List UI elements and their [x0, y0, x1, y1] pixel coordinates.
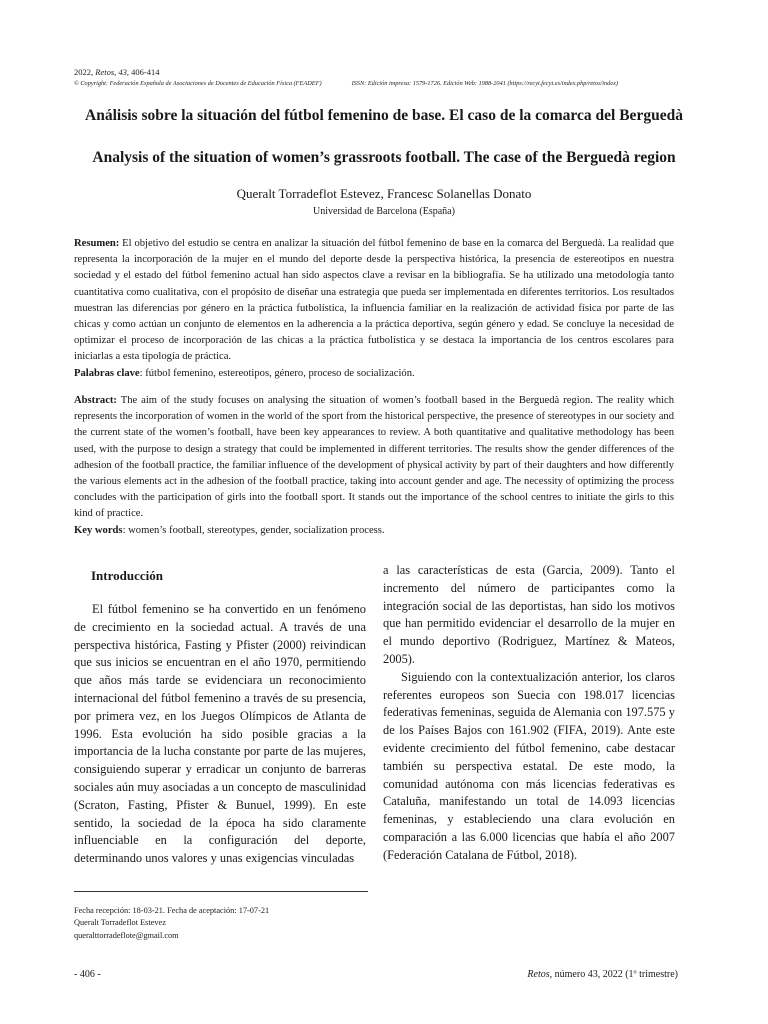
running-header — [74, 67, 618, 89]
footer-journal-name: Retos — [527, 969, 550, 980]
footnote-author: Queralt Torradeflot Estevez — [74, 918, 166, 928]
left-column — [74, 601, 366, 868]
header-citation — [74, 67, 618, 78]
title-spanish: Análisis sobre la situación del fútbol femenino de base. El caso de la comarca del Berguedà — [85, 107, 683, 124]
key-words-label: Key words — [74, 524, 123, 536]
left-paragraph: El fútbol femenino se ha convertido en un fenómeno de crecimiento en la sociedad actual. A través de una perspectiva histórica, Fasting y Pfister (2000) reivindican que sus inicios se encuentran en el año 1970, permitiendo que años más tarde se evidenciara un reconocimiento internacional del fútbol femenino a través de su presencia, por primera vez, en los Juegos Olímpicos de Atlanta de 1996. Esta evolución ha sido posible gracias a la importancia de la lucha constante por parte de las mujeres, consiguiendo superar y erradicar un conjunto de barreras sociales aún muy asociadas a un concepto de masculinidad (Scraton, Fasting, Pfister & Bunuel, 1999). En este sentido, la sociedad de la época ha sido claramente influenciable en la configuración del deporte, determinando unos valores y unas exigencias vinculadas — [74, 602, 366, 866]
header-year: 2022, — [74, 67, 96, 77]
abstract-block — [74, 393, 674, 539]
header-pages: , 406-414 — [126, 67, 160, 77]
footnote-rule — [74, 891, 368, 892]
header-issn: ISSN: Edición impresa: 1579-1726. Edición Web: 1988-2041 (https://recyt.fecyt.es/index.php/retos/index) — [351, 80, 619, 87]
abstract-label: Abstract: — [74, 395, 117, 406]
header-copyright: © Copyright: Federación Española de Asociaciones de Docentes de Educación Física (FEADEF) — [74, 80, 322, 87]
right-paragraph-1: a las características de esta (Garcia, 2009). Tanto el incremento del número de participantes como la integración social de las deportistas, han sido los motivos que han permitido evidenciar el desarrollo de la mujer en el mundo deportivo (Rodriguez, Martínez & Mateos, 2005). — [383, 563, 675, 666]
section-heading-introduccion: Introducción — [91, 568, 163, 583]
footnotes — [74, 905, 269, 942]
right-column — [383, 562, 675, 865]
page-number: - 406 - — [74, 969, 101, 980]
affiliation: Universidad de Barcelona (España) — [313, 206, 455, 217]
key-words-text: : women’s football, stereotypes, gender, socialization process. — [122, 524, 385, 536]
footnote-email: queralttorradeflote@gmail.com — [74, 930, 179, 940]
resumen-block — [74, 236, 674, 382]
right-paragraph-2: Siguiendo con la contextualización anterior, los claros referentes europeos son Suecia con 198.017 licencias federativas femeninas, seguida de Alemania con 197.575 y de los Países Bajos con 161.902 (FIFA, 2019). Ante este evidente crecimiento del fútbol femenino, cabe destacar también su perspectiva estatal. De este modo, la comunidad autónoma con más licencias federativas es Cataluña, manifestando un total de 14.093 licencias femeninas, y estableciendo una clara evolución en comparación a las 6.000 licencias que había el año 2007 (Federación Catalana de Fútbol, 2018). — [383, 669, 675, 862]
resumen-label: Resumen: — [74, 238, 120, 249]
title-english: Analysis of the situation of women’s grassroots football. The case of the Berguedà region — [92, 149, 676, 166]
palabras-clave-text: : fútbol femenino, estereotipos, género, proceso de socialización. — [139, 367, 415, 379]
abstract-text: The aim of the study focuses on analysing the situation of women’s football based in the Berguedà region. The reality which represents the incorporation of women in the world of the sport from the historical perspective, the presence of stereotypes in our society and the current state of the women’s football, have been key appearances to review. A both quantitative and qualitative methodology has been used, with the purpose to design a strategy that could be implemented in different territories. The results show the gender differences of the adhesion of the football practice, the familiar influence of the development of physical activity by part of their daughters and how differently the various elements act in the adhesion of the football practice, taking into account gender and age. The necessity of optimizing the process concludes with the participation of girls into the football sport. It stands out the importance of the school centres to initiate the girls to this kind of practice. — [74, 395, 674, 520]
palabras-clave-label: Palabras clave — [74, 367, 140, 379]
footnote-dates: Fecha recepción: 18-03-21. Fecha de aceptación: 17-07-21 — [74, 906, 270, 915]
resumen-text: El objetivo del estudio se centra en analizar la situación del fútbol femenino de base en la comarca del Berguedà. La realidad que representa la incorporación de la mujer en el mundo del deporte desde la perspectiva histórica, la presencia de estereotipos en nuestra sociedad y el estado del fútbol femenino actual han sido aspectos clave a revisar en la bibliografía. Se ha utilizado una metodología tanto cuantitativa como cualitativa, con el propósito de diseñar una estrategia que pueda ser implementada en diferentes territorios. Los resultados muestran las diferencias por género en la práctica futbolística, la influencia familiar en la realización de actividad física por parte de las chicas y como actúan un conjunto de elementos en la adherencia a la práctica deportiva, según género y edad. Se concluye la necesidad de optimizar el proceso de incorporación de las chicas a la práctica futbolística y se destaca la importancia de los centros escolares para iniciarlas a esta tipología de práctica. — [74, 238, 674, 363]
header-copyright-line — [74, 78, 618, 89]
footer-issue: , número 43, 2022 (1º trimestre) — [549, 969, 678, 980]
authors: Queralt Torradeflot Estevez, Francesc Solanellas Donato — [236, 186, 532, 201]
header-journal: Retos, 43 — [95, 67, 127, 77]
page-footer-journal — [527, 969, 678, 980]
